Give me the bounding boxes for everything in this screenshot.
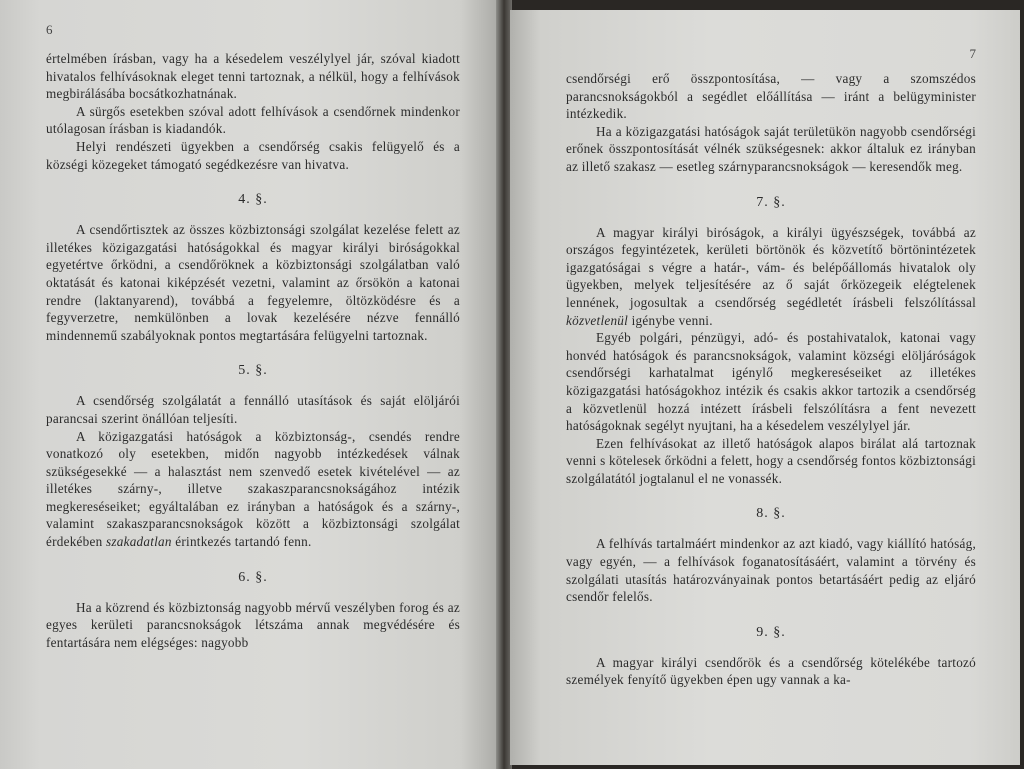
paragraph-text: A közigazgatási hatóságok a közbiztonság-, csendés rendre vonatkozó oly esetekben, midőn nagyobb intézkedések válnak szükségesekké — a halasztást nem szenvedő esetek kivételével — az illetékes szárny-, illetve szakaszparancsnokságához intézik megkereséseiket; egyáltalában ez irányban a hatóságok és a szárny-, valamint szakaszparancsnokságok között a közbiztonsági szolgálat érdekében (46, 428, 460, 550)
paragraph: csendőrségi erő összpontosítása, — vagy a szomszédos parancsnokságokból a segédlet előállítása — iránt a belügyminister intézkedik. (566, 71, 976, 122)
paragraph: A felhívás tartalmáért mindenkor az azt kiadó, vagy kiállító hatóság, vagy egyén, — a felhívások foganatosításáért, valamint a törvény és szolgálati utasítás határozványainak pontos betartásáért pedig az eljáró csendőr felelős. (566, 536, 976, 605)
section-heading-6: 6. §. (238, 569, 268, 585)
paragraph: A magyar királyi csendőrök és a csendőrség kötelékébe tartozó személyek fenyítő ügyekben épen ugy vannak a ka- (566, 654, 976, 688)
paragraph: értelmében írásban, vagy ha a késedelem veszélylyel jár, szóval kiadott hivatalos felhívásoknak eleget tenni tartoznak, a nélkül, hogy a felhívások megbirálásába bocsátkozhatnának. (46, 51, 460, 102)
section-heading-7: 7. §. (756, 194, 786, 210)
right-page (510, 10, 1020, 765)
paragraph (46, 428, 460, 551)
paragraph: A sürgős esetekben szóval adott felhívások a csendőrnek mindenkor utólagosan írásban is kiadandók. (46, 103, 460, 137)
paragraph: Helyi rendészeti ügyekben a csendőrség csakis felügyelő és a községi közegeket támogató segédkezésre van hivatva. (46, 138, 460, 172)
section-heading-8: 8. §. (756, 506, 786, 522)
left-page-text (46, 50, 460, 651)
paragraph-text: A magyar királyi biróságok, a királyi ügyészségek, továbbá az országos fegyintézetek, kerületi börtönök és közvetítő börtönintézetek igazgatóságai s végre a határ-, vám- és belépőállomás hivatalok oly ügyekben, melyek teljesítésére az ő saját őrközegeik elégtelenek lennének, jogosultak a csendőrség segédletét írásbeli felszólítással (566, 224, 976, 310)
paragraph: Ha a közrend és közbiztonság nagyobb mérvű veszélyben forog és az egyes kerületi parancsnokságok létszáma annak megvédésére és fentartására nem elégséges: nagyobb (46, 599, 460, 650)
emphasized-word: közvetlenül (566, 312, 629, 328)
paragraph: Ezen felhívásokat az illető hatóságok alapos birálat alá tartoznak venni s kötelesek őrködni a felett, hogy a csendőrség fontos közbiztonsági szolgálatától jogtalanul el ne vonassék. (566, 435, 976, 486)
paragraph-text: érintkezés tartandó fenn. (175, 534, 312, 550)
section-heading-4: 4. §. (238, 192, 268, 208)
paragraph: A csendőrtisztek az összes közbiztonsági szolgálat kezelése felett az illetékes közigazgatási hatóságokkal és magyar királyi biróságokkal egyetértve őrködni, a csendőröknek a közbiztonsági szolgálatban való oktatását és katonai kiképzését vezetni, valamint az őrsökön a katonai rendre (laktanyarend), továbbá a fegyelemre, öltözködésre és a fegyverzetre, nemkülönben a lovak kezelésére nézve fennálló mindennemű szabályoknak pontos megtartására felügyelni tartoznak. (46, 222, 460, 343)
page-number-left: 6 (46, 22, 53, 37)
paragraph: Ha a közigazgatási hatóságok saját területükön nagyobb csendőrségi erőnek összpontosítását vélnék szükségesnek: akkor általuk ez irányban az illető szakasz — esetleg szárnyparancsnokságok — keresendők meg. (566, 123, 976, 174)
paragraph: Egyéb polgári, pénzügyi, adó- és postahivatalok, katonai vagy honvéd hatóságok és parancsnokságok, valamint községi elöljáróságok csendőrségi karhatalmat igénylő megkereséseiket az illetékes közigazgatási hatóságokhoz intézik és csakis akkor tartozik a csendőrség a közvetlenül hozzá intézett írásbeli felszólításra a fent nevezett hatóságoknak segélyt nyujtani, ha a késedelem veszélylyel jár. (566, 330, 976, 434)
right-page-text (566, 70, 976, 689)
page-number-right: 7 (969, 46, 976, 61)
left-page (0, 0, 500, 769)
paragraph: A csendőrség szolgálatát a fennálló utasítások és saját elöljárói parancsai szerint önállóan teljesíti. (46, 393, 460, 426)
paragraph-text: igénybe venni. (631, 312, 713, 328)
paragraph (566, 224, 976, 330)
emphasized-word: szakadatlan (105, 534, 172, 550)
section-heading-5: 5. §. (238, 363, 268, 379)
section-heading-9: 9. §. (756, 624, 786, 640)
